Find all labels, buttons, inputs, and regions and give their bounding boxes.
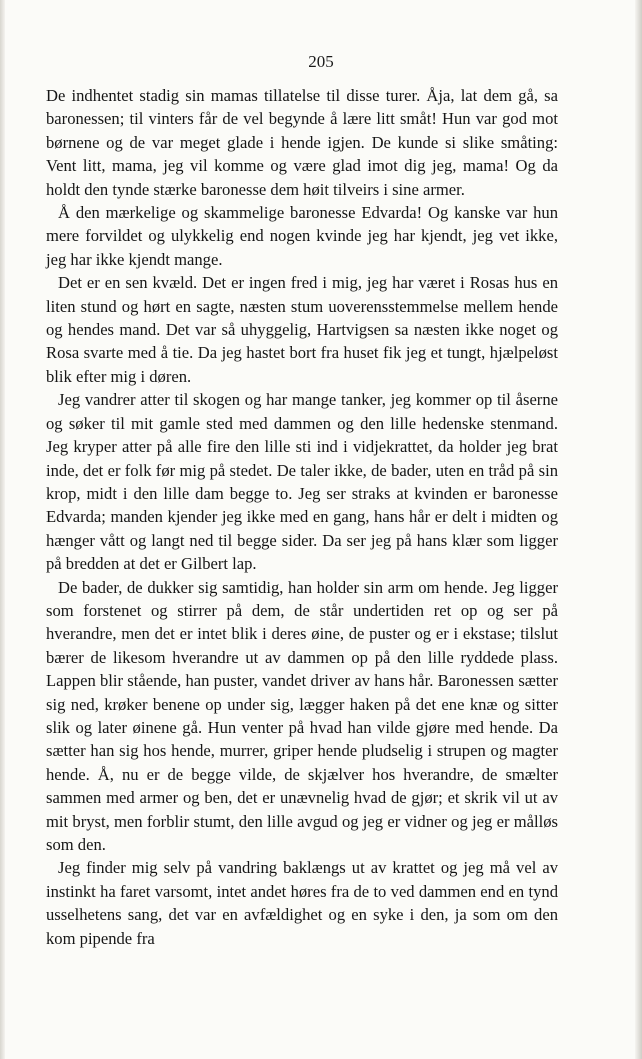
paragraph: Å den mærkelige og skammelige baronesse Edvarda! Og kanske var hun mere forvildet og ulykkelig end nogen kvinde jeg har kjendt, jeg vet ikke, jeg har ikke kjendt mange. [46, 203, 558, 269]
paragraph: De bader, de dukker sig samtidig, han holder sin arm om hende. Jeg ligger som forstenet og stirrer på dem, de står undertiden ret op og ser på hverandre, men det er intet blik i deres øine, de puster og er i ekstase; tilslut bærer de likesom hverandre ut av dammen op på den lille ryddede plass. Lappen blir stående, han puster, vandet driver av hans hår. Baronessen sætter sig ned, krøker benene op under sig, lægger haken på det ene knæ og sitter slik og later øinene gå. Hun venter på hvad han vilde gjøre med hende. Da sætter han sig hos hende, murrer, griper hende pludselig i strupen og magter hende. Å, nu er de begge vilde, de skjælver hos hverandre, de smælter sammen med armer og ben, det er unævnelig hvad de gjør; et skrik vil ut av mit bryst, men forblir stumt, den lille avgud og jeg er vidner og jeg er målløs som den. [46, 577, 558, 854]
page-right-edge [635, 0, 642, 1059]
paragraph: Det er en sen kvæld. Det er ingen fred i mig, jeg har været i Rosas hus en liten stund og hørt en sagte, næsten stum uoverensstemmelse mellem hende og hendes mand. Det var så uhyggelig, Hartvigsen sa næsten ikke noget og Rosa svarte med å tie. Da jeg hastet bort fra huset fik jeg et tungt, hjælpeløst blik efter mig i døren. [46, 273, 558, 386]
page-text [46, 84, 558, 950]
paragraph: Jeg finder mig selv på vandring baklængs ut av krattet og jeg må vel av instinkt ha faret varsomt, intet andet høres fra de to ved dammen end en tynd usselhetens sang, det var en avfældighet og en syke i den, ja som om den kom pipende fra [46, 858, 558, 948]
page-number: 205 [308, 52, 334, 71]
paragraph: De indhentet stadig sin mamas tillatelse til disse turer. Åja, lat dem gå, sa baronessen; til vinters får de vel begynde å lære litt småt! Hun var god mot børnene og de var meget glade i hende igjen. De kunde si slike småting: Vent litt, mama, jeg vil komme og være glad imot dig jeg, mama! Og da holdt den tynde stærke baronesse dem høit tilveirs i sine armer. [46, 86, 558, 199]
page-left-edge [0, 0, 5, 1059]
paragraph: Jeg vandrer atter til skogen og har mange tanker, jeg kommer op til åserne og søker til mit gamle sted med dammen og den lille hedenske stenmand. Jeg kryper atter på alle fire den lille sti ind i vidjekrattet, da holder jeg brat inde, det er folk før mig på stedet. De taler ikke, de bader, uten en tråd på sin krop, midt i den lille dam begge to. Jeg ser straks at kvinden er baronesse Edvarda; manden kjender jeg ikke med en gang, hans hår er delt i midten og hænger vått og langt ned til begge sider. Da ser jeg på hans klær som ligger på bredden at det er Gilbert lap. [46, 390, 558, 574]
